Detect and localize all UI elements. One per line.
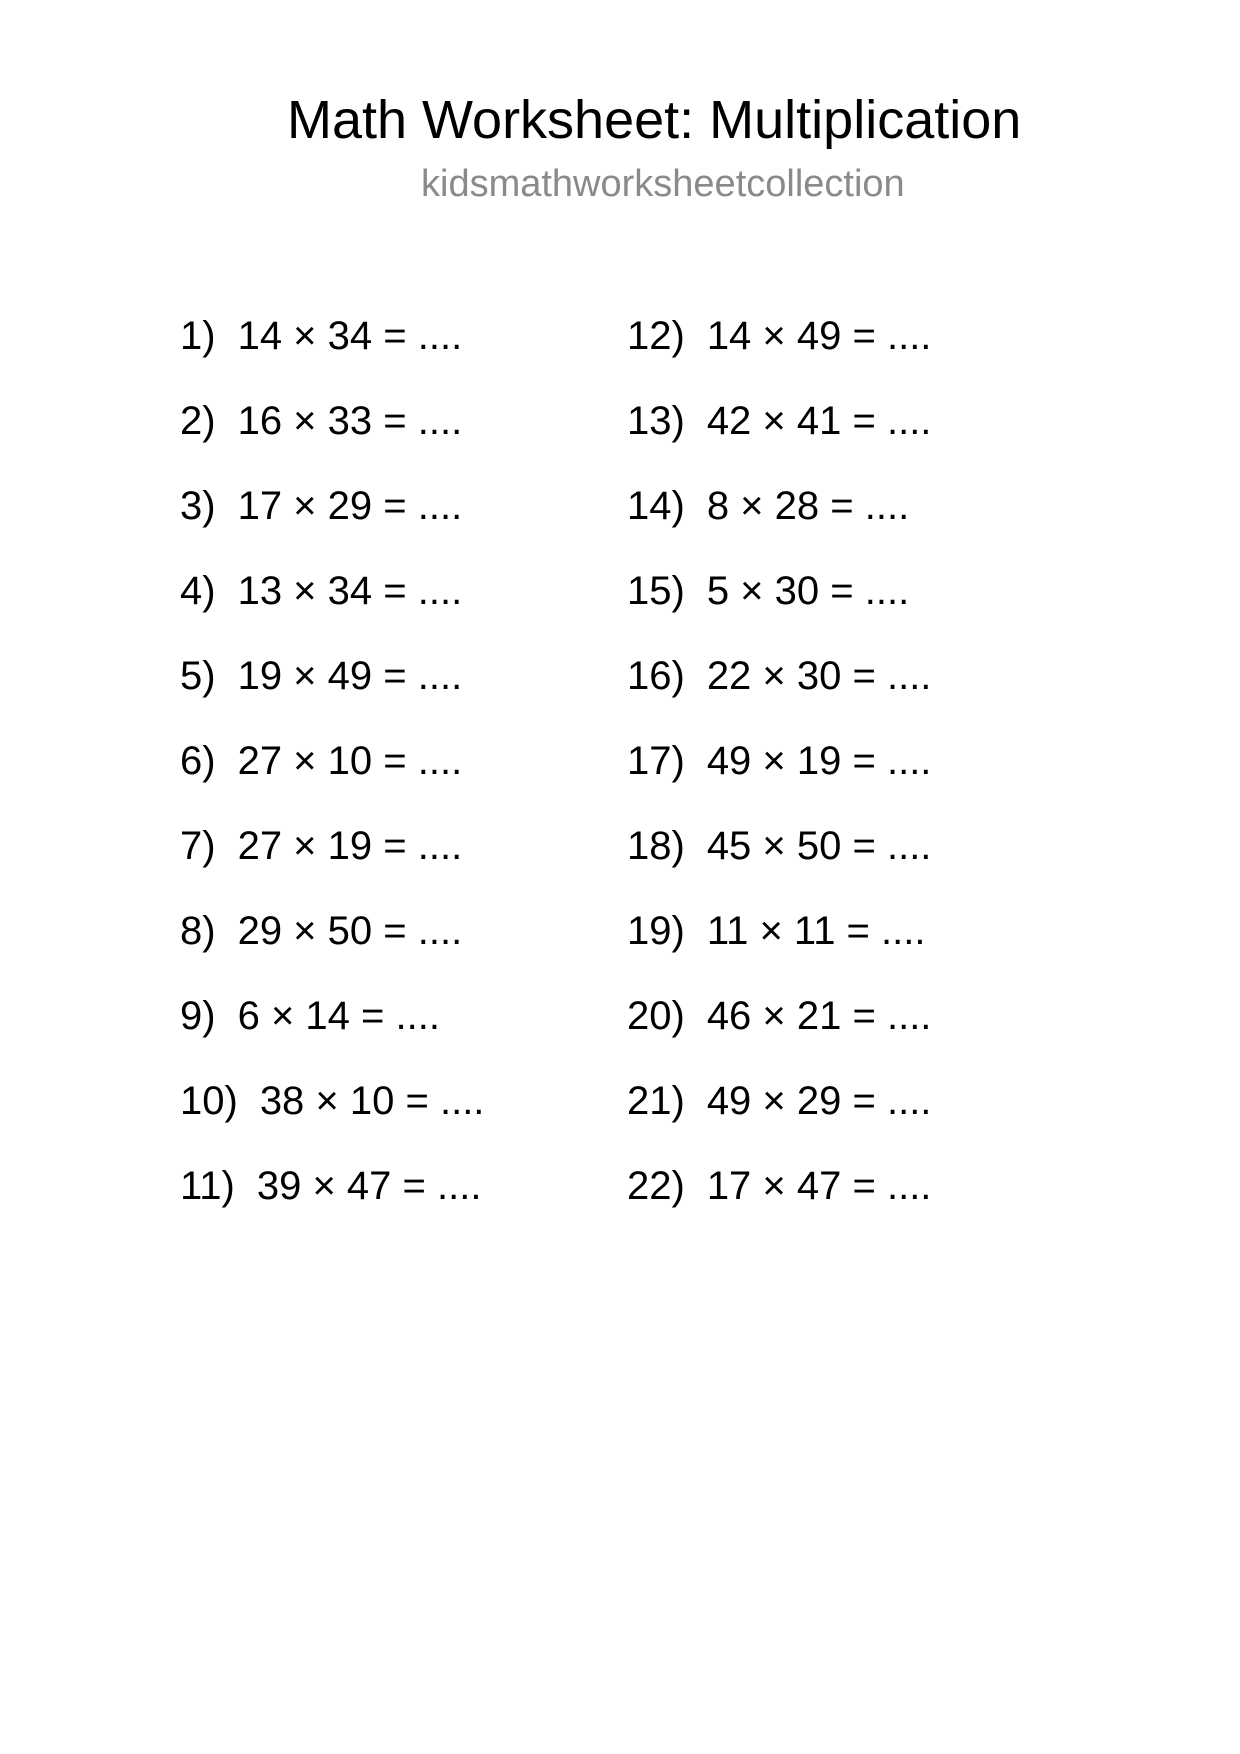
problem-number: 9)	[180, 994, 216, 1038]
problem-expression: 8 × 28 = ....	[706, 484, 910, 528]
problem-item	[180, 567, 484, 652]
problem-item	[180, 907, 484, 992]
problem-number: 14)	[627, 484, 685, 528]
problem-number: 7)	[180, 824, 216, 868]
problem-expression: 49 × 19 = ....	[706, 739, 932, 783]
problem-expression: 17 × 29 = ....	[237, 484, 463, 528]
problem-number: 13)	[627, 399, 685, 443]
worksheet-title: Math Worksheet: Multiplication	[287, 90, 1022, 150]
problem-number: 16)	[627, 654, 685, 698]
problem-number: 18)	[627, 824, 685, 868]
problem-item	[180, 992, 484, 1077]
problem-expression: 49 × 29 = ....	[706, 1079, 932, 1123]
problem-expression: 6 × 14 = ....	[237, 994, 440, 1038]
problem-number: 5)	[180, 654, 216, 698]
problem-number: 17)	[627, 739, 685, 783]
problem-item	[627, 737, 931, 822]
problem-expression: 13 × 34 = ....	[237, 569, 463, 613]
problem-item	[180, 397, 484, 482]
problem-number: 15)	[627, 569, 685, 613]
problem-item	[180, 482, 484, 567]
problem-number: 20)	[627, 994, 685, 1038]
problem-expression: 45 × 50 = ....	[706, 824, 932, 868]
problem-number: 10)	[180, 1079, 238, 1123]
problem-item	[180, 312, 484, 397]
problem-item	[627, 567, 931, 652]
problem-number: 1)	[180, 314, 216, 358]
problem-expression: 46 × 21 = ....	[706, 994, 932, 1038]
problem-item	[627, 312, 931, 397]
problem-expression: 38 × 10 = ....	[259, 1079, 485, 1123]
problem-expression: 42 × 41 = ....	[706, 399, 932, 443]
problem-item	[627, 1162, 931, 1247]
problem-item	[180, 1162, 484, 1247]
problem-expression: 19 × 49 = ....	[237, 654, 463, 698]
problem-expression: 11 × 11 = ....	[706, 909, 926, 953]
problem-number: 11)	[180, 1164, 235, 1208]
problem-item	[627, 992, 931, 1077]
problem-item	[180, 822, 484, 907]
problem-expression: 16 × 33 = ....	[237, 399, 463, 443]
problem-item	[627, 1077, 931, 1162]
problem-item	[180, 652, 484, 737]
problem-item	[627, 822, 931, 907]
problem-expression: 17 × 47 = ....	[706, 1164, 932, 1208]
problem-number: 4)	[180, 569, 216, 613]
problem-number: 21)	[627, 1079, 685, 1123]
problem-expression: 5 × 30 = ....	[706, 569, 910, 613]
worksheet-subtitle: kidsmathworksheetcollection	[421, 163, 905, 205]
problem-expression: 27 × 19 = ....	[237, 824, 463, 868]
problem-number: 6)	[180, 739, 216, 783]
problem-item	[627, 397, 931, 482]
problem-number: 8)	[180, 909, 216, 953]
problem-item	[180, 737, 484, 822]
problem-number: 3)	[180, 484, 216, 528]
problem-item	[180, 1077, 484, 1162]
problem-expression: 29 × 50 = ....	[237, 909, 463, 953]
problems-right-column	[627, 312, 931, 1247]
problem-number: 2)	[180, 399, 216, 443]
problems-left-column	[180, 312, 484, 1247]
problem-expression: 39 × 47 = ....	[256, 1164, 482, 1208]
problem-number: 12)	[627, 314, 685, 358]
problem-item	[627, 652, 931, 737]
problem-number: 22)	[627, 1164, 685, 1208]
problem-expression: 14 × 34 = ....	[237, 314, 463, 358]
problem-item	[627, 482, 931, 567]
problem-item	[627, 907, 931, 992]
problem-expression: 22 × 30 = ....	[706, 654, 932, 698]
problem-expression: 27 × 10 = ....	[237, 739, 463, 783]
problem-number: 19)	[627, 909, 685, 953]
problem-expression: 14 × 49 = ....	[706, 314, 932, 358]
